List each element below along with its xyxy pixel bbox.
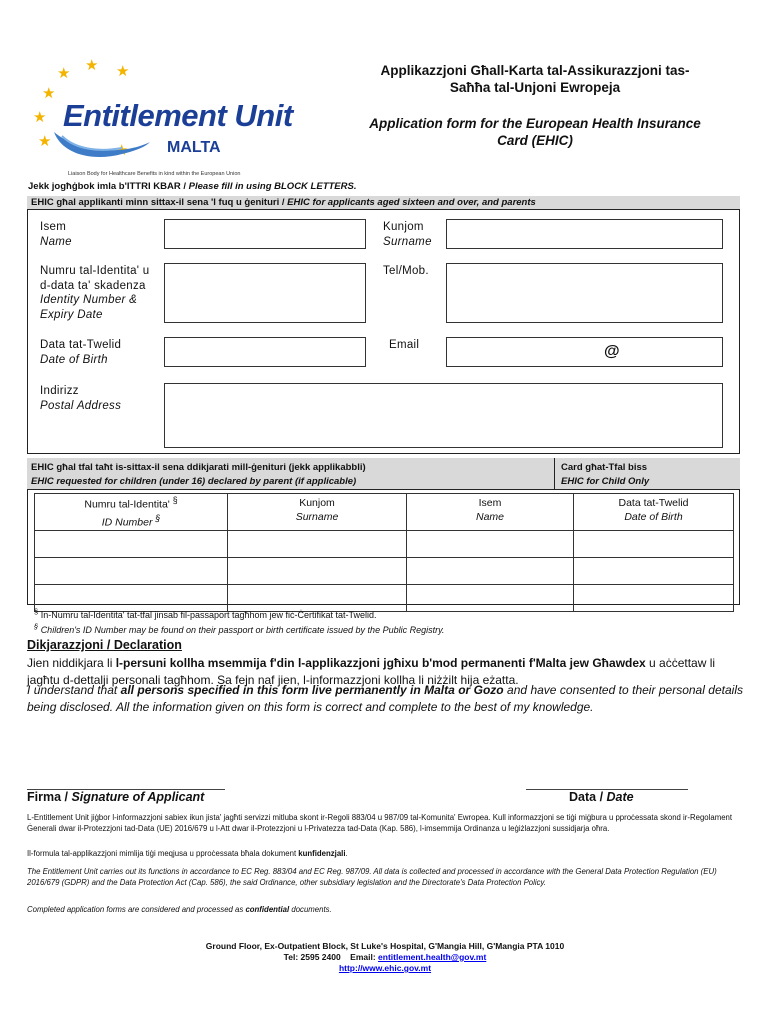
address-label-en: Postal Address bbox=[40, 399, 122, 412]
privacy-en2-pre: Completed application forms are considered and processed as bbox=[27, 905, 246, 914]
date-label-en: Date bbox=[606, 790, 634, 804]
decl-en-bold: all persons specified in this form live permanently in Malta or Gozo bbox=[120, 683, 504, 697]
decl-mt-bold: l-persuni kollha msemmija f'din l-applikazzjoni jgħixu b'mod permanenti f'Malta jew Għawdex bbox=[115, 656, 646, 670]
surname-label-en: Surname bbox=[383, 235, 432, 248]
star-icon: ★ bbox=[42, 85, 56, 102]
footer-email-link[interactable]: entitlement.health@gov.mt bbox=[378, 952, 487, 962]
children-table-header bbox=[35, 494, 734, 531]
child-dob-cell[interactable] bbox=[574, 585, 734, 612]
col-surname-en: Surname bbox=[295, 510, 339, 523]
privacy-mt: L-Entitlement Unit jiġbor l-informazzjoni sabiex ikun jista' jagħti servizzi mitluba skont ir-Regoli 883/04 u 987/09 tal-Komunita' Ewropea. Kull informazzjoni se tiġi miġbura u pproċessata skond ir-Regolament Ġenerali dwar il-Protezzjoni tad-Data (UE) 2016/679 u l-Att dwar il-Protezzjoni u l-Privatezza tad-Data (Kap. 586), l-imsemmija Ordinanza u leġiżlazzjoni sussidjarja oħra. bbox=[27, 813, 733, 833]
entitlement-unit-logo bbox=[30, 52, 330, 184]
footer bbox=[0, 941, 770, 974]
child-dob-cell[interactable] bbox=[574, 531, 734, 558]
heading-en: EHIC for applicants aged sixteen and over, and parents bbox=[287, 197, 536, 208]
table-row bbox=[35, 558, 734, 585]
dob-field[interactable] bbox=[164, 337, 366, 367]
form-title-english bbox=[335, 115, 735, 149]
logo-wordmark: Entitlement Unit bbox=[63, 98, 293, 133]
title-en-line2: Card (EHIC) bbox=[497, 133, 573, 148]
children-heading-en: EHIC requested for children (under 16) declared by parent (if applicable) bbox=[31, 476, 357, 487]
child-card-mt: Card għat-Tfal biss bbox=[561, 462, 648, 473]
privacy-en-confidential bbox=[27, 904, 741, 915]
col-id-mt: Numru tal-Identita' bbox=[84, 498, 170, 511]
privacy-mt2-pre: Il-formula tal-applikazzjoni mimlija tiġi meqjusa u pproċessata bħala dokument bbox=[27, 849, 299, 858]
decl-mt-rest: u aċċettaw li jagħtu d-dettalji personali tagħhom. Sa fejn naf jien, l-informazzjoni kollha li niżżilt hija eżatta. bbox=[27, 656, 716, 687]
child-name-cell[interactable] bbox=[407, 531, 574, 558]
star-icon: ★ bbox=[116, 63, 130, 80]
signature-label-en: Signature of Applicant bbox=[71, 790, 205, 804]
address-label bbox=[40, 384, 121, 413]
star-icon: ★ bbox=[85, 57, 99, 74]
col-name bbox=[407, 494, 574, 531]
child-only-card-heading bbox=[555, 461, 649, 489]
footer-email-label: Email: bbox=[350, 952, 376, 962]
at-sign: @ bbox=[604, 343, 620, 360]
child-name-cell[interactable] bbox=[407, 558, 574, 585]
col-name-en: Name bbox=[475, 510, 504, 523]
section-mark: § bbox=[172, 495, 178, 505]
privacy-mt2-end: . bbox=[345, 849, 348, 858]
children-table bbox=[34, 493, 734, 612]
title-mt-line2: Saħħa tal-Unjoni Ewropeja bbox=[449, 80, 621, 95]
surname-label-mt: Kunjom bbox=[383, 221, 424, 233]
footnote-mt-text: In-Numru tal-Identita' tat-tfal jinsab fil-passaport tagħhom jew fiċ-Ċertifikat tat-Twelid. bbox=[40, 610, 377, 620]
child-name-cell[interactable] bbox=[407, 585, 574, 612]
id-label-mt-2: d-data ta' skadenza bbox=[40, 279, 146, 292]
child-card-en: EHIC for Child Only bbox=[561, 476, 650, 487]
child-surname-cell[interactable] bbox=[228, 531, 407, 558]
decl-en-rest: and have consented to their personal details being disclosed. All the information given on this form is correct and complete to the best of my knowledge. bbox=[27, 683, 743, 714]
dob-label-en: Date of Birth bbox=[40, 353, 108, 366]
dob-label bbox=[40, 338, 121, 367]
logo-country: MALTA bbox=[167, 139, 221, 156]
name-label-mt: Isem bbox=[40, 221, 67, 233]
privacy-mt-confidential bbox=[27, 848, 741, 859]
col-dob-mt: Data tat-Twelid bbox=[618, 497, 689, 509]
col-dob bbox=[574, 494, 734, 531]
col-dob-en: Date of Birth bbox=[624, 510, 683, 523]
child-surname-cell[interactable] bbox=[228, 558, 407, 585]
surname-label bbox=[383, 220, 432, 249]
star-icon: ★ bbox=[38, 133, 52, 150]
privacy-en2-end: documents. bbox=[289, 905, 332, 914]
child-dob-cell[interactable] bbox=[574, 558, 734, 585]
address-label-mt: Indirizz bbox=[40, 385, 79, 397]
signature-label bbox=[27, 790, 204, 804]
section-mark: § bbox=[34, 607, 39, 616]
star-icon: ★ bbox=[33, 109, 47, 126]
form-title-maltese bbox=[335, 62, 735, 96]
col-surname-mt: Kunjom bbox=[299, 497, 335, 509]
footnote-mt bbox=[34, 607, 377, 620]
col-id-en: ID Number bbox=[101, 516, 153, 529]
children-section-heading bbox=[31, 461, 366, 489]
id-label-en-2: Expiry Date bbox=[40, 308, 103, 321]
id-label-en-1: Identity Number & bbox=[40, 294, 138, 306]
section-mark: § bbox=[155, 513, 161, 523]
email-label: Email bbox=[389, 339, 420, 351]
col-name-mt: Isem bbox=[478, 497, 502, 509]
block-letters-note bbox=[28, 181, 356, 192]
decl-en-pre: I understand that bbox=[27, 683, 121, 697]
footnote-en bbox=[34, 622, 444, 635]
heading-mt: EHIC għal applikanti minn sittax-il sena 'l fuq u ġenituri / bbox=[31, 197, 285, 208]
children-heading-mt: EHIC għal tfal taħt is-sittax-il sena ddikjarati mill-ġenituri (jekk applikabbli) bbox=[31, 462, 366, 473]
col-surname bbox=[228, 494, 407, 531]
privacy-en: The Entitlement Unit carries out its functions in accordance to EC Reg. 883/04 and EC Reg. 987/09. All data is collected and processed in accordance with the General Data Protection Regulation (EU) 2016/679 (GDPR) and the Data Protection Act (Cap. 586), the said Ordinance, other subsidiary legislation and the Directorate's Data Protection Policy. bbox=[27, 867, 717, 887]
table-row bbox=[35, 531, 734, 558]
child-id-cell[interactable] bbox=[35, 558, 228, 585]
tel-label: Tel/Mob. bbox=[383, 265, 429, 277]
date-label bbox=[569, 790, 634, 804]
address-field[interactable] bbox=[164, 383, 723, 448]
title-en-line1: Application form for the European Health Insurance bbox=[369, 116, 701, 131]
title-mt-line1: Applikazzjoni Għall-Karta tal-Assikurazzjoni tas- bbox=[380, 63, 690, 78]
date-label-mt: Data / bbox=[569, 790, 607, 804]
name-label bbox=[40, 220, 72, 249]
section-mark: § bbox=[34, 622, 39, 631]
footer-website-link[interactable]: http://www.ehic.gov.mt bbox=[338, 963, 432, 973]
id-number-field[interactable] bbox=[164, 263, 366, 323]
star-icon: ★ bbox=[57, 65, 71, 82]
col-id-number bbox=[35, 494, 228, 531]
fill-note-en: Please fill in using BLOCK LETTERS. bbox=[188, 181, 357, 192]
tel-field[interactable] bbox=[446, 263, 723, 323]
privacy-mt2-bold: kunfidenzjali bbox=[298, 849, 346, 858]
id-number-label bbox=[40, 264, 162, 322]
dob-label-mt: Data tat-Twelid bbox=[40, 339, 122, 351]
footnote-en-text: Children's ID Number may be found on their passport or birth certificate issued by the Public Registry. bbox=[40, 625, 445, 635]
fill-note-mt: Jekk jogħġbok imla b'ITTRI KBAR / bbox=[28, 181, 186, 192]
name-field[interactable] bbox=[164, 219, 366, 249]
decl-mt-pre: Jien niddikjara li bbox=[27, 656, 116, 670]
privacy-en2-bold: confidential bbox=[245, 905, 290, 914]
email-field[interactable] bbox=[446, 337, 723, 367]
declaration-title: Dikjarazzjoni / Declaration bbox=[27, 638, 182, 652]
logo-subtitle: Liaison Body for Healthcare Benefits in kind within the European Union bbox=[68, 171, 241, 177]
footer-contact bbox=[0, 952, 770, 963]
applicant-section-heading bbox=[27, 196, 740, 210]
child-id-cell[interactable] bbox=[35, 531, 228, 558]
footer-tel: Tel: 2595 2400 bbox=[283, 952, 341, 962]
signature-label-mt: Firma / bbox=[27, 790, 72, 804]
footer-address: Ground Floor, Ex-Outpatient Block, St Luke's Hospital, G'Mangia Hill, G'Mangia PTA 1010 bbox=[205, 941, 565, 951]
declaration-en bbox=[27, 682, 743, 716]
name-label-en: Name bbox=[40, 235, 72, 248]
id-label-mt-1: Numru tal-Identita' u bbox=[40, 265, 150, 277]
surname-field[interactable] bbox=[446, 219, 723, 249]
